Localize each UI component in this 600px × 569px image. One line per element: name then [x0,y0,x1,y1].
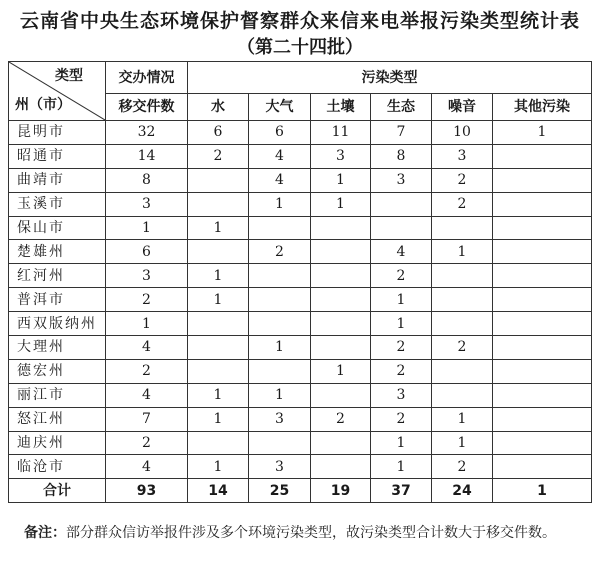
value-cell: 2 [311,407,371,431]
value-cell: 2 [432,336,493,360]
value-cell [311,240,371,264]
value-cell: 1 [311,359,371,383]
prefecture-name-cell: 丽江市 [9,383,106,407]
total-value-cell: 93 [106,479,188,503]
value-cell [188,359,249,383]
table-row [9,264,592,288]
value-cell: 2 [432,455,493,479]
value-cell [371,192,432,216]
value-cell: 1 [432,240,493,264]
value-cell [311,431,371,455]
prefecture-name-cell: 楚雄州 [9,240,106,264]
value-cell: 8 [371,144,432,168]
value-cell: 1 [311,192,371,216]
table-row [9,168,592,192]
value-cell [432,383,493,407]
table-row [9,383,592,407]
value-cell: 2 [371,407,432,431]
value-cell [188,336,249,360]
value-cell: 14 [106,144,188,168]
value-cell: 2 [106,288,188,312]
prefecture-name-cell: 怒江州 [9,407,106,431]
value-cell: 1 [432,407,493,431]
prefecture-name-cell: 玉溪市 [9,192,106,216]
page-title: 云南省中央生态环境保护督察群众来信来电举报污染类型统计表 [19,10,580,32]
prefecture-name-cell: 大理州 [9,336,106,360]
value-cell [311,312,371,336]
value-cell: 1 [249,383,311,407]
value-cell [311,455,371,479]
value-cell: 1 [249,336,311,360]
column-header: 噪音 [432,94,493,121]
value-cell [249,288,311,312]
value-cell [493,288,592,312]
value-cell: 1 [249,192,311,216]
value-cell [493,144,592,168]
value-cell: 3 [432,144,493,168]
value-cell [493,431,592,455]
diagonal-header-cell [9,62,106,121]
value-cell [493,359,592,383]
value-cell: 7 [371,121,432,145]
table-row [9,359,592,383]
value-cell [188,168,249,192]
value-cell [432,216,493,240]
value-cell: 2 [249,240,311,264]
value-cell: 1 [432,431,493,455]
table-row [9,288,592,312]
total-label-cell: 合计 [9,479,106,503]
value-cell [432,264,493,288]
value-cell: 2 [432,168,493,192]
table-row [9,336,592,360]
statistics-table [8,61,592,503]
value-cell [371,216,432,240]
value-cell: 4 [249,168,311,192]
total-value-cell: 37 [371,479,432,503]
value-cell: 4 [106,455,188,479]
value-cell: 2 [371,336,432,360]
value-cell: 2 [106,359,188,383]
value-cell: 32 [106,121,188,145]
type-label: 类型 [55,68,83,84]
table-row [9,407,592,431]
value-cell: 3 [249,407,311,431]
value-cell [432,288,493,312]
table-row [9,144,592,168]
value-cell: 3 [106,192,188,216]
column-header: 其他污染 [493,94,592,121]
prefecture-name-cell: 普洱市 [9,288,106,312]
value-cell: 1 [188,383,249,407]
value-cell: 1 [311,168,371,192]
table-row [9,192,592,216]
total-value-cell: 24 [432,479,493,503]
value-cell: 6 [188,121,249,145]
value-cell: 1 [188,216,249,240]
table-row [9,312,592,336]
page-subtitle: （第二十四批） [237,37,363,58]
value-cell [249,264,311,288]
value-cell: 2 [106,431,188,455]
value-cell [249,431,311,455]
value-cell: 7 [106,407,188,431]
group-header-handover: 交办情况 [106,62,188,94]
table-row [9,240,592,264]
value-cell [493,168,592,192]
value-cell: 1 [188,407,249,431]
value-cell: 1 [493,121,592,145]
value-cell: 6 [106,240,188,264]
prefecture-name-cell: 保山市 [9,216,106,240]
value-cell: 1 [371,431,432,455]
value-cell [493,407,592,431]
value-cell: 1 [188,288,249,312]
total-value-cell: 25 [249,479,311,503]
value-cell [249,216,311,240]
value-cell: 4 [371,240,432,264]
group-header-pollution: 污染类型 [188,62,592,94]
prefecture-name-cell: 临沧市 [9,455,106,479]
value-cell: 11 [311,121,371,145]
value-cell: 4 [249,144,311,168]
value-cell [188,312,249,336]
value-cell [493,312,592,336]
total-value-cell: 1 [493,479,592,503]
value-cell [493,455,592,479]
table-row [9,121,592,145]
value-cell: 1 [188,264,249,288]
value-cell: 3 [311,144,371,168]
value-cell [188,192,249,216]
value-cell [188,431,249,455]
column-header: 土壤 [311,94,371,121]
prefecture-name-cell: 曲靖市 [9,168,106,192]
value-cell: 1 [106,216,188,240]
value-cell [493,264,592,288]
value-cell [432,359,493,383]
header-row-groups [9,62,592,94]
value-cell: 1 [371,312,432,336]
table-body [9,121,592,503]
prefecture-name-cell: 昭通市 [9,144,106,168]
value-cell [493,216,592,240]
value-cell [493,383,592,407]
value-cell: 6 [249,121,311,145]
value-cell: 1 [371,455,432,479]
table-row [9,216,592,240]
value-cell [249,312,311,336]
column-header: 大气 [249,94,311,121]
value-cell [188,240,249,264]
value-cell: 3 [371,168,432,192]
prefecture-name-cell: 红河州 [9,264,106,288]
value-cell: 8 [106,168,188,192]
value-cell: 3 [371,383,432,407]
table-row [9,455,592,479]
value-cell [432,312,493,336]
prefecture-label: 州（市） [15,97,71,113]
total-value-cell: 14 [188,479,249,503]
table-row [9,431,592,455]
value-cell: 4 [106,336,188,360]
prefecture-name-cell: 德宏州 [9,359,106,383]
column-header: 移交件数 [106,94,188,121]
footnote-text: 部分群众信访举报件涉及多个环境污染类型，故污染类型合计数大于移交件数。 [66,525,556,541]
value-cell [249,359,311,383]
value-cell: 10 [432,121,493,145]
value-cell [311,383,371,407]
value-cell [311,216,371,240]
value-cell [311,336,371,360]
value-cell: 4 [106,383,188,407]
value-cell [493,336,592,360]
value-cell [493,192,592,216]
total-row [9,479,592,503]
value-cell [311,288,371,312]
value-cell: 2 [432,192,493,216]
value-cell [493,240,592,264]
column-header: 生态 [371,94,432,121]
footnote-label: 备注： [24,525,66,541]
column-header: 水 [188,94,249,121]
value-cell [311,264,371,288]
value-cell: 2 [188,144,249,168]
prefecture-name-cell: 迪庆州 [9,431,106,455]
value-cell: 3 [249,455,311,479]
value-cell: 1 [371,288,432,312]
prefecture-name-cell: 西双版纳州 [9,312,106,336]
value-cell: 3 [106,264,188,288]
value-cell: 2 [371,359,432,383]
footnote [8,523,591,543]
total-value-cell: 19 [311,479,371,503]
value-cell: 1 [106,312,188,336]
value-cell: 1 [188,455,249,479]
value-cell: 2 [371,264,432,288]
prefecture-name-cell: 昆明市 [9,121,106,145]
